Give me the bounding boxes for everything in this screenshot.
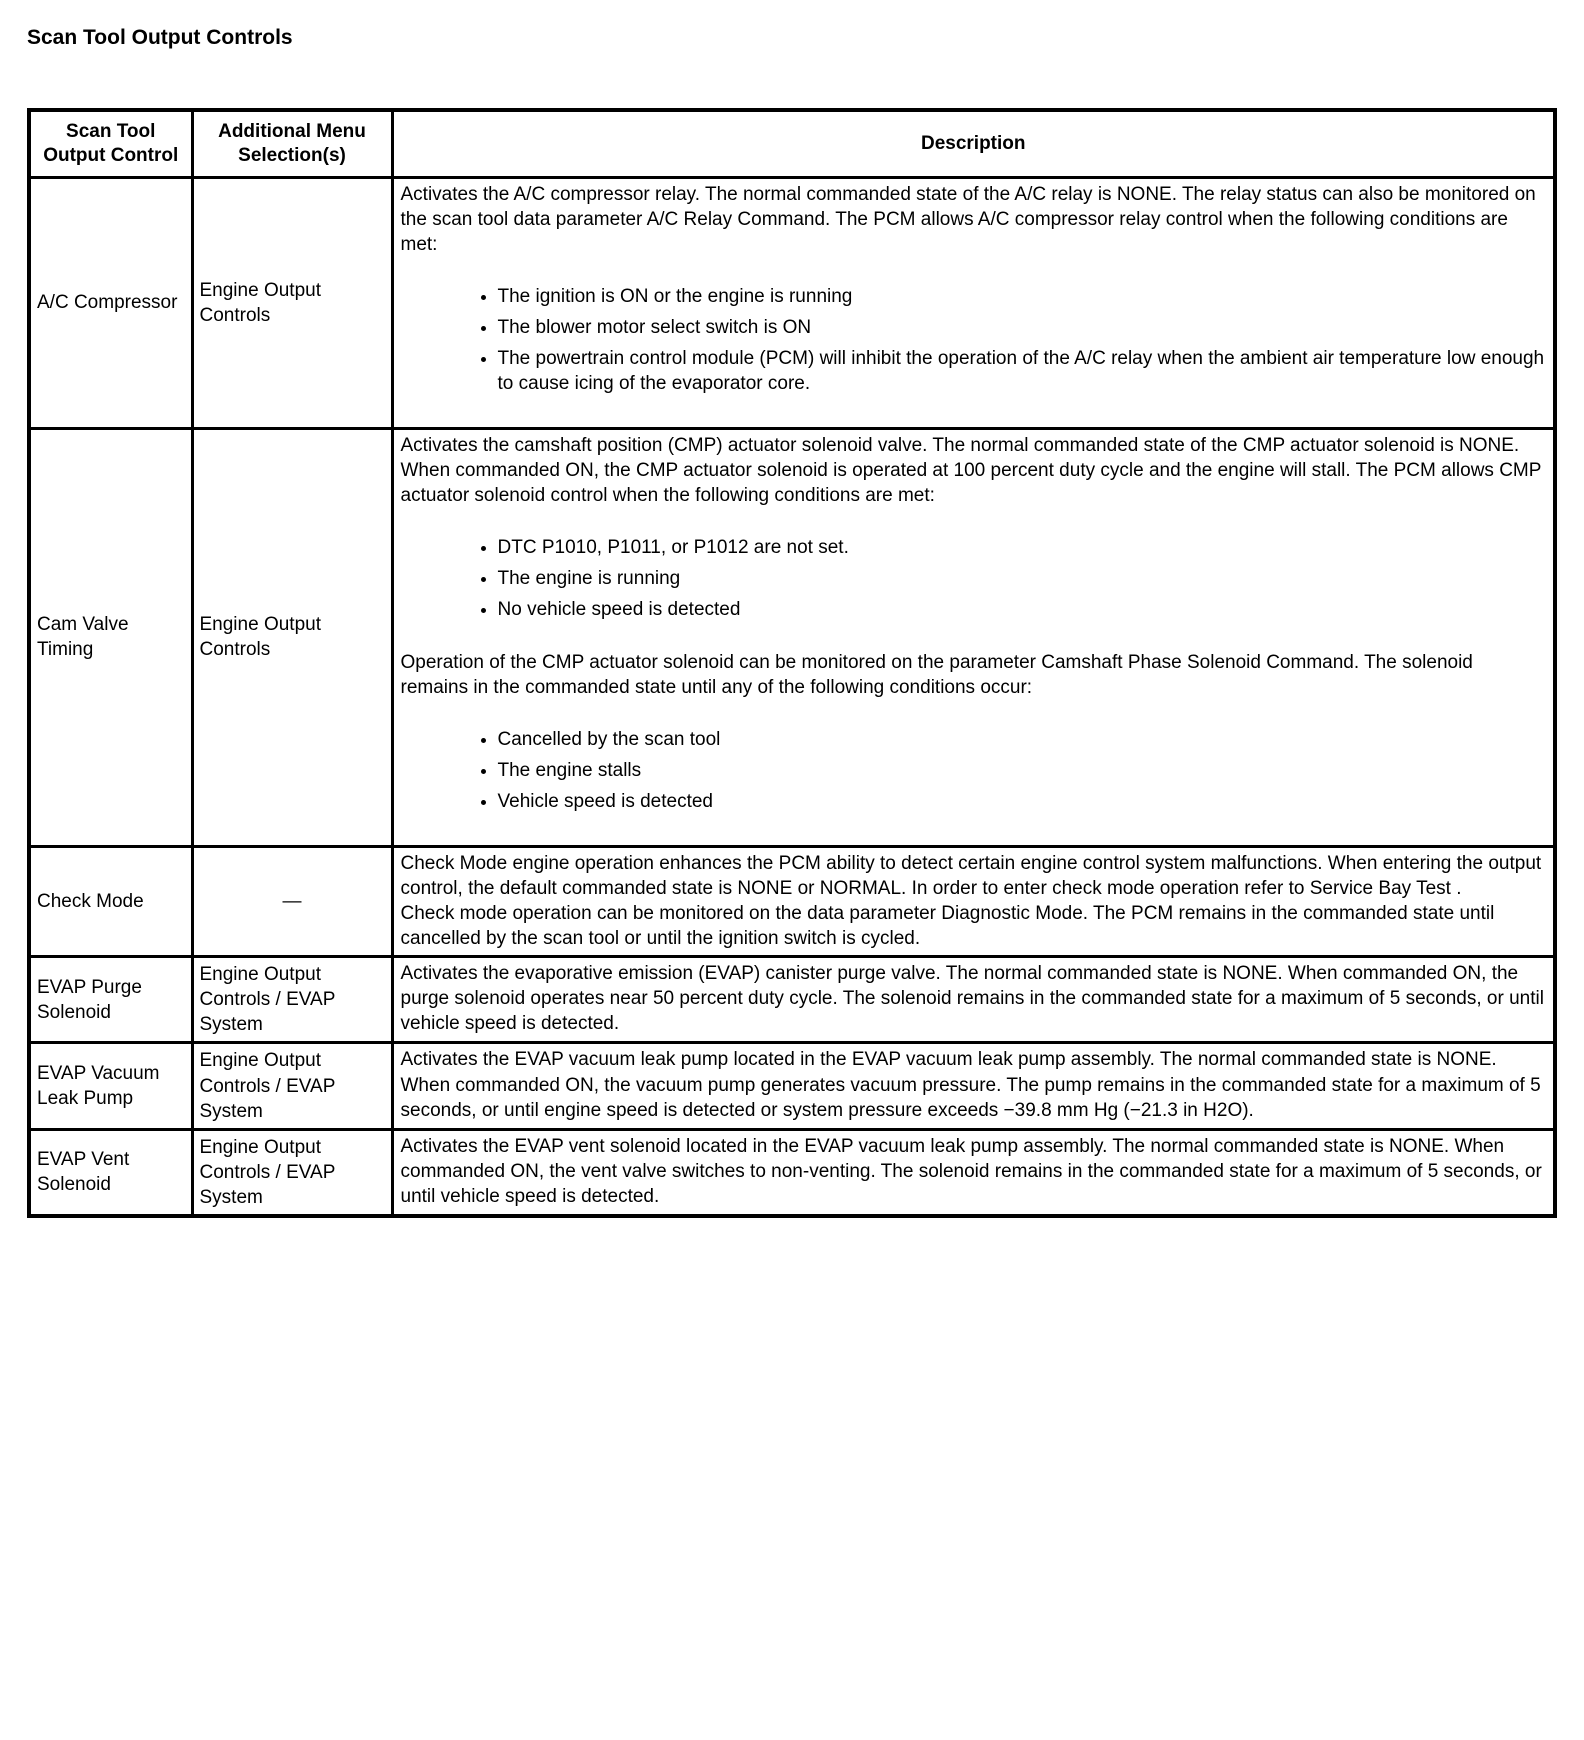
description-list (401, 727, 1546, 814)
control-cell: A/C Compressor (29, 177, 192, 429)
description-list (401, 284, 1546, 396)
description-list-item: • Cancelled by the scan tool (498, 727, 1546, 752)
table-row (29, 429, 1555, 847)
table-header (29, 110, 1555, 177)
table-row (29, 1129, 1555, 1216)
table-row (29, 846, 1555, 956)
menu-cell: — (192, 846, 392, 956)
description-list (401, 535, 1546, 622)
description-list-item: • Vehicle speed is detected (498, 789, 1546, 814)
description-cell (392, 177, 1555, 429)
control-cell: Check Mode (29, 846, 192, 956)
control-cell: EVAP Purge Solenoid (29, 957, 192, 1043)
description-paragraph: Activates the evaporative emission (EVAP) canister purge valve. The normal commanded state is NONE. When commanded ON, the purge solenoid operates near 50 percent duty cycle. The solenoid remains in the commanded state for a maximum of 5 seconds, or until vehicle speed is detected. (400, 963, 1544, 1035)
menu-cell: Engine Output Controls / EVAP System (192, 1129, 392, 1216)
control-cell: EVAP Vacuum Leak Pump (29, 1043, 192, 1129)
description-paragraph: Check Mode engine operation enhances the PCM ability to detect certain engine control system malfunctions. When entering the output control, the default commanded state is NONE or NORMAL. In order to enter check mode operation refer to Service Bay Test . (400, 852, 1542, 899)
table-row (29, 1043, 1555, 1129)
control-cell: Cam Valve Timing (29, 429, 192, 847)
description-paragraph: Activates the EVAP vent solenoid located in the EVAP vacuum leak pump assembly. The normal commanded state is NONE. When commanded ON, the vent valve switches to non-venting. The solenoid remains in the commanded state for a maximum of 5 seconds, or until vehicle speed is detected. (400, 1135, 1542, 1207)
description-list-item: • DTC P1010, P1011, or P1012 are not set. (498, 535, 1546, 560)
description-cell (392, 846, 1555, 956)
description-list-item: • No vehicle speed is detected (498, 597, 1546, 622)
description-cell (392, 957, 1555, 1043)
header-description: Description (392, 110, 1555, 177)
table-row (29, 177, 1555, 429)
description-list-item: • The engine stalls (498, 758, 1546, 783)
description-cell (392, 1043, 1555, 1129)
table-row (29, 957, 1555, 1043)
description-paragraph: Operation of the CMP actuator solenoid can be monitored on the parameter Camshaft Phase Solenoid Command. The solenoid remains in the commanded state until any of the following conditions occur: (400, 651, 1473, 698)
description-paragraph: Activates the A/C compressor relay. The normal commanded state of the A/C relay is NONE. The relay status can also be monitored on the scan tool data parameter A/C Relay Command. The PCM allows A/C compressor relay control when the following conditions are met: (400, 183, 1536, 255)
description-cell (392, 1129, 1555, 1216)
menu-cell: Engine Output Controls / EVAP System (192, 957, 392, 1043)
description-list-item: • The ignition is ON or the engine is running (498, 284, 1546, 309)
description-list-item: • The powertrain control module (PCM) will inhibit the operation of the A/C relay when the ambient air temperature low enough to cause icing of the evaporator core. (498, 346, 1546, 396)
header-control: Scan Tool Output Control (29, 110, 192, 177)
description-paragraph: Check mode operation can be monitored on the data parameter Diagnostic Mode. The PCM remains in the commanded state until cancelled by the scan tool or until the ignition switch is cycled. (400, 903, 1495, 950)
description-cell (392, 429, 1555, 847)
table-body (29, 177, 1555, 1216)
description-list-item: • The blower motor select switch is ON (498, 315, 1546, 340)
menu-cell: Engine Output Controls / EVAP System (192, 1043, 392, 1129)
header-menu: Additional Menu Selection(s) (192, 110, 392, 177)
output-controls-table (27, 108, 1557, 1218)
menu-cell: Engine Output Controls (192, 177, 392, 429)
page-title: Scan Tool Output Controls (27, 26, 293, 49)
description-list-item: • The engine is running (498, 566, 1546, 591)
description-paragraph: Activates the EVAP vacuum leak pump located in the EVAP vacuum leak pump assembly. The normal commanded state is NONE. When commanded ON, the vacuum pump generates vacuum pressure. The pump remains in the commanded state for a maximum of 5 seconds, or until engine speed is detected or system pressure exceeds −39.8 mm Hg (−21.3 in H2O). (400, 1049, 1541, 1121)
menu-cell: Engine Output Controls (192, 429, 392, 847)
control-cell: EVAP Vent Solenoid (29, 1129, 192, 1216)
header-row (29, 110, 1555, 177)
description-paragraph: Activates the camshaft position (CMP) actuator solenoid valve. The normal commanded state of the CMP actuator solenoid is NONE. When commanded ON, the CMP actuator solenoid is operated at 100 percent duty cycle and the engine will stall. The PCM allows CMP actuator solenoid control when the following conditions are met: (400, 435, 1542, 507)
